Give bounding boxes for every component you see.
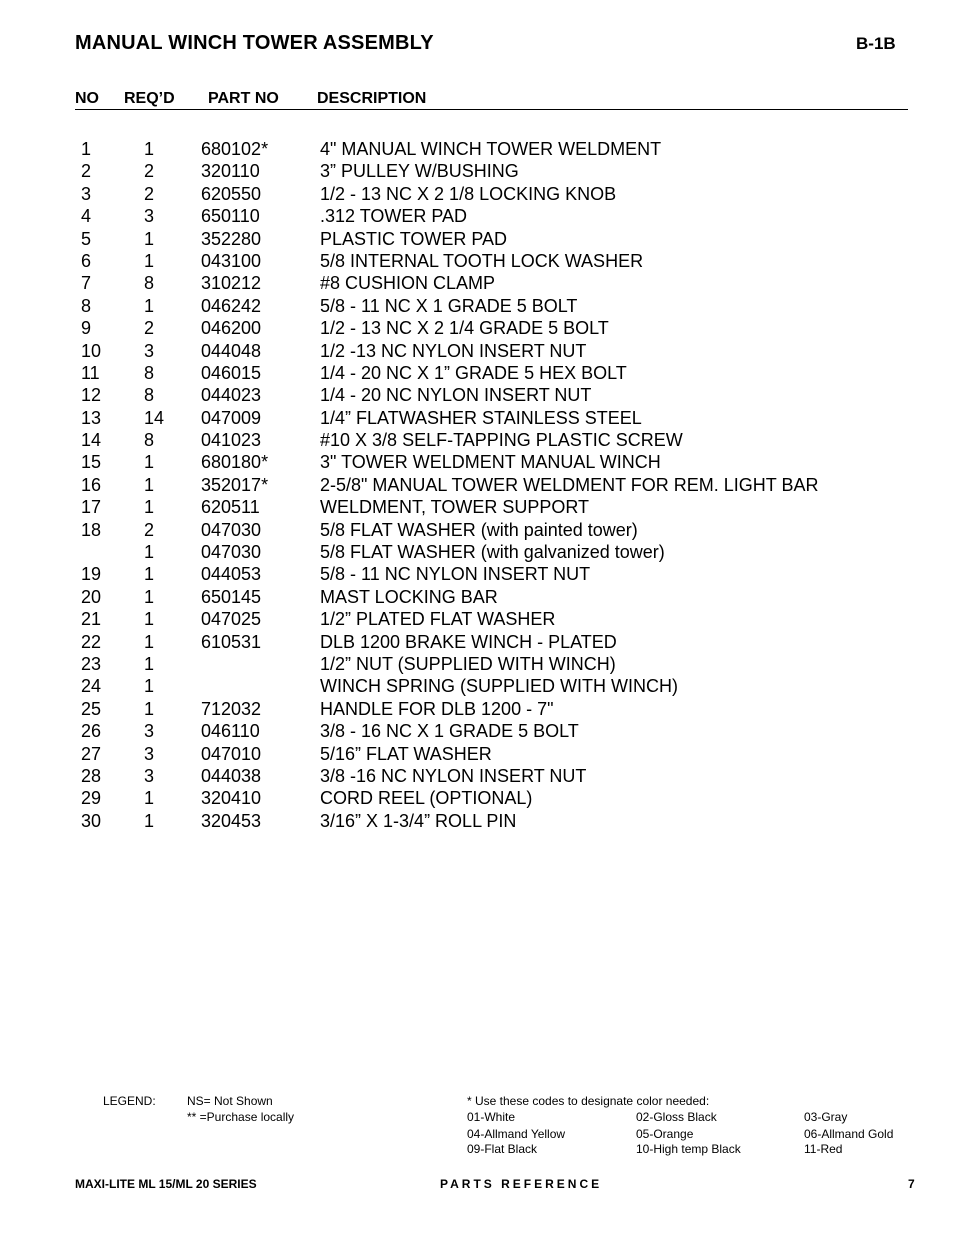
table-row bbox=[0, 675, 954, 697]
table-row bbox=[0, 608, 954, 630]
cell-part-no: 047025 bbox=[201, 609, 262, 630]
cell-reqd: 2 bbox=[144, 183, 155, 204]
table-row bbox=[0, 317, 954, 339]
cell-description: 5/8 - 11 NC X 1 GRADE 5 BOLT bbox=[320, 295, 578, 316]
cell-reqd: 1 bbox=[144, 698, 155, 719]
cell-part-no: 712032 bbox=[201, 698, 262, 719]
cell-no: 25 bbox=[81, 698, 102, 719]
table-row bbox=[0, 407, 954, 429]
page-number: 7 bbox=[908, 1177, 915, 1191]
cell-reqd: 1 bbox=[144, 631, 155, 652]
cell-description: .312 TOWER PAD bbox=[320, 206, 468, 227]
cell-no: 14 bbox=[81, 430, 102, 451]
cell-reqd: 3 bbox=[144, 721, 155, 742]
cell-no: 20 bbox=[81, 586, 102, 607]
cell-part-no: 650110 bbox=[201, 206, 260, 227]
cell-reqd: 3 bbox=[144, 206, 155, 227]
cell-reqd: 2 bbox=[144, 519, 155, 540]
cell-no: 30 bbox=[81, 810, 102, 831]
cell-no: 7 bbox=[81, 273, 92, 294]
cell-reqd: 1 bbox=[144, 250, 155, 271]
cell-description: 5/8 - 11 NC NYLON INSERT NUT bbox=[320, 564, 591, 585]
cell-part-no: 044048 bbox=[201, 340, 262, 361]
table-row bbox=[0, 586, 954, 608]
cell-no: 1 bbox=[81, 139, 92, 159]
cell-reqd: 1 bbox=[144, 452, 155, 473]
table-row bbox=[0, 720, 954, 742]
cell-part-no: 320110 bbox=[201, 161, 260, 182]
cell-description: 1/2 - 13 NC X 2 1/8 LOCKING KNOB bbox=[320, 183, 617, 204]
table-row bbox=[0, 205, 954, 227]
page-title: MANUAL WINCH TOWER ASSEMBLY bbox=[75, 32, 434, 54]
cell-part-no: 046242 bbox=[201, 295, 262, 316]
cell-reqd: 1 bbox=[144, 676, 155, 697]
column-header-description: DESCRIPTION bbox=[317, 90, 427, 107]
color-code: 01-White bbox=[467, 1110, 516, 1124]
cell-reqd: 2 bbox=[144, 318, 155, 339]
cell-no: 13 bbox=[81, 407, 102, 428]
cell-reqd: 1 bbox=[144, 609, 155, 630]
cell-part-no: 320453 bbox=[201, 810, 262, 831]
table-row bbox=[0, 451, 954, 473]
footer-series: MAXI-LITE ML 15/ML 20 SERIES bbox=[75, 1177, 257, 1191]
table-row bbox=[0, 429, 954, 451]
column-header-part-no: PART NO bbox=[208, 90, 279, 107]
cell-no: 3 bbox=[81, 183, 92, 204]
cell-part-no: 041023 bbox=[201, 430, 262, 451]
cell-reqd: 8 bbox=[144, 430, 155, 451]
cell-no: 27 bbox=[81, 743, 102, 764]
cell-no: 28 bbox=[81, 765, 102, 786]
cell-no: 4 bbox=[81, 206, 92, 227]
cell-description: 5/8 FLAT WASHER (with galvanized tower) bbox=[320, 542, 665, 563]
table-row bbox=[0, 541, 954, 563]
table-row bbox=[0, 698, 954, 720]
color-code: 03-Gray bbox=[804, 1110, 848, 1124]
table-row bbox=[0, 295, 954, 317]
cell-description: 1/4 - 20 NC X 1” GRADE 5 HEX BOLT bbox=[320, 362, 627, 383]
cell-reqd: 3 bbox=[144, 743, 155, 764]
cell-reqd: 1 bbox=[144, 228, 155, 249]
cell-part-no: 047030 bbox=[201, 519, 262, 540]
table-row bbox=[0, 810, 954, 832]
column-header-reqd: REQ’D bbox=[124, 90, 175, 107]
cell-part-no: 046200 bbox=[201, 318, 262, 339]
footer-section: PARTS REFERENCE bbox=[440, 1177, 603, 1191]
cell-no: 9 bbox=[81, 318, 92, 339]
cell-no: 21 bbox=[81, 609, 102, 630]
cell-part-no: 352280 bbox=[201, 228, 262, 249]
cell-description: 3/8 - 16 NC X 1 GRADE 5 BOLT bbox=[320, 721, 579, 742]
cell-reqd: 3 bbox=[144, 765, 155, 786]
cell-reqd: 1 bbox=[144, 497, 155, 518]
cell-description: 3” PULLEY W/BUSHING bbox=[320, 161, 519, 182]
table-row bbox=[0, 362, 954, 384]
table-row bbox=[0, 563, 954, 585]
cell-description: 1/2 -13 NC NYLON INSERT NUT bbox=[320, 340, 587, 361]
cell-part-no: 047030 bbox=[201, 542, 262, 563]
cell-part-no: 044023 bbox=[201, 385, 262, 406]
cell-no: 11 bbox=[81, 362, 100, 383]
cell-part-no: 680180* bbox=[201, 452, 269, 473]
cell-description: #10 X 3/8 SELF-TAPPING PLASTIC SCREW bbox=[320, 430, 683, 451]
cell-reqd: 8 bbox=[144, 362, 155, 383]
cell-reqd: 1 bbox=[144, 542, 155, 563]
cell-reqd: 1 bbox=[144, 295, 155, 316]
cell-no: 16 bbox=[81, 474, 102, 495]
table-row bbox=[0, 384, 954, 406]
cell-reqd: 3 bbox=[144, 340, 155, 361]
cell-part-no: 046110 bbox=[201, 721, 260, 742]
table-row bbox=[0, 743, 954, 765]
cell-description: 5/16” FLAT WASHER bbox=[320, 743, 492, 764]
section-code: B-1B bbox=[856, 34, 896, 53]
legend-label: LEGEND: bbox=[103, 1094, 156, 1108]
table-row bbox=[0, 228, 954, 250]
cell-description: MAST LOCKING BAR bbox=[320, 586, 498, 607]
cell-part-no: 310212 bbox=[201, 273, 262, 294]
cell-description: 3/8 -16 NC NYLON INSERT NUT bbox=[320, 765, 587, 786]
cell-no: 15 bbox=[81, 452, 102, 473]
cell-no: 8 bbox=[81, 295, 92, 316]
table-row bbox=[0, 787, 954, 809]
table-row bbox=[0, 519, 954, 541]
cell-no: 22 bbox=[81, 631, 102, 652]
cell-description: 2-5/8" MANUAL TOWER WELDMENT FOR REM. LIGHT BAR bbox=[320, 474, 819, 495]
cell-reqd: 1 bbox=[144, 788, 155, 809]
cell-description: WINCH SPRING (SUPPLIED WITH WINCH) bbox=[320, 676, 678, 697]
cell-reqd: 2 bbox=[144, 161, 155, 182]
legend-purchase-locally: ** =Purchase locally bbox=[187, 1110, 295, 1124]
color-code: 09-Flat Black bbox=[467, 1142, 538, 1156]
cell-part-no: 650145 bbox=[201, 586, 262, 607]
cell-reqd: 1 bbox=[144, 474, 155, 495]
color-code: 10-High temp Black bbox=[636, 1142, 741, 1156]
table-row bbox=[0, 653, 954, 675]
color-code: 11-Red bbox=[804, 1142, 843, 1156]
cell-no: 29 bbox=[81, 788, 102, 809]
cell-part-no: 352017* bbox=[201, 474, 269, 495]
cell-reqd: 1 bbox=[144, 653, 155, 674]
header-rule bbox=[75, 109, 908, 110]
table-row bbox=[0, 765, 954, 787]
cell-no: 19 bbox=[81, 564, 102, 585]
cell-part-no: 044038 bbox=[201, 765, 262, 786]
color-code: 02-Gloss Black bbox=[636, 1110, 717, 1124]
cell-description: 5/8 INTERNAL TOOTH LOCK WASHER bbox=[320, 250, 644, 271]
cell-description: HANDLE FOR DLB 1200 - 7" bbox=[320, 698, 554, 719]
cell-description: PLASTIC TOWER PAD bbox=[320, 228, 508, 249]
cell-no: 5 bbox=[81, 228, 92, 249]
cell-reqd: 1 bbox=[144, 564, 155, 585]
cell-no: 12 bbox=[81, 385, 102, 406]
cell-description: CORD REEL (OPTIONAL) bbox=[320, 788, 533, 809]
cell-description: 1/4” FLATWASHER STAINLESS STEEL bbox=[320, 407, 642, 428]
cell-description: WELDMENT, TOWER SUPPORT bbox=[320, 497, 590, 518]
cell-no: 6 bbox=[81, 250, 92, 271]
table-row bbox=[0, 138, 954, 160]
cell-part-no: 320410 bbox=[201, 788, 262, 809]
cell-no: 26 bbox=[81, 721, 102, 742]
cell-description: 4" MANUAL WINCH TOWER WELDMENT bbox=[320, 139, 662, 159]
table-row bbox=[0, 631, 954, 653]
color-code: 06-Allmand Gold bbox=[804, 1127, 894, 1141]
table-row bbox=[0, 250, 954, 272]
cell-part-no: 044053 bbox=[201, 564, 262, 585]
cell-reqd: 1 bbox=[144, 810, 155, 831]
cell-no: 23 bbox=[81, 653, 102, 674]
cell-part-no: 043100 bbox=[201, 250, 262, 271]
cell-no: 10 bbox=[81, 340, 102, 361]
legend-not-shown: NS= Not Shown bbox=[187, 1094, 273, 1108]
color-code: 04-Allmand Yellow bbox=[467, 1127, 566, 1141]
cell-part-no: 680102* bbox=[201, 139, 269, 159]
column-header-no: NO bbox=[75, 90, 99, 107]
parts-list bbox=[0, 138, 954, 832]
cell-description: 1/2” PLATED FLAT WASHER bbox=[320, 609, 556, 630]
cell-description: 1/4 - 20 NC NYLON INSERT NUT bbox=[320, 385, 592, 406]
cell-description: 1/2 - 13 NC X 2 1/4 GRADE 5 BOLT bbox=[320, 318, 609, 339]
cell-reqd: 1 bbox=[144, 586, 155, 607]
cell-description: 5/8 FLAT WASHER (with painted tower) bbox=[320, 519, 638, 540]
cell-description: 3/16” X 1-3/4” ROLL PIN bbox=[320, 810, 517, 831]
table-row bbox=[0, 496, 954, 518]
cell-reqd: 14 bbox=[144, 407, 165, 428]
color-code: 05-Orange bbox=[636, 1127, 694, 1141]
cell-part-no: 620511 bbox=[201, 497, 260, 518]
cell-description: #8 CUSHION CLAMP bbox=[320, 273, 496, 294]
cell-part-no: 620550 bbox=[201, 183, 262, 204]
cell-reqd: 8 bbox=[144, 273, 155, 294]
cell-description: 3" TOWER WELDMENT MANUAL WINCH bbox=[320, 452, 661, 473]
cell-part-no: 047010 bbox=[201, 743, 262, 764]
cell-part-no: 046015 bbox=[201, 362, 262, 383]
table-row bbox=[0, 340, 954, 362]
cell-description: 1/2” NUT (SUPPLIED WITH WINCH) bbox=[320, 653, 616, 674]
table-row bbox=[0, 474, 954, 496]
cell-reqd: 1 bbox=[144, 139, 155, 159]
table-row bbox=[0, 272, 954, 294]
cell-no: 18 bbox=[81, 519, 102, 540]
cell-part-no: 047009 bbox=[201, 407, 262, 428]
cell-no: 2 bbox=[81, 161, 92, 182]
cell-no: 17 bbox=[81, 497, 102, 518]
cell-description: DLB 1200 BRAKE WINCH - PLATED bbox=[320, 631, 617, 652]
color-code-note: * Use these codes to designate color needed: bbox=[467, 1094, 710, 1108]
cell-no: 24 bbox=[81, 676, 102, 697]
cell-part-no: 610531 bbox=[201, 631, 262, 652]
table-row bbox=[0, 160, 954, 182]
table-row bbox=[0, 183, 954, 205]
cell-reqd: 8 bbox=[144, 385, 155, 406]
